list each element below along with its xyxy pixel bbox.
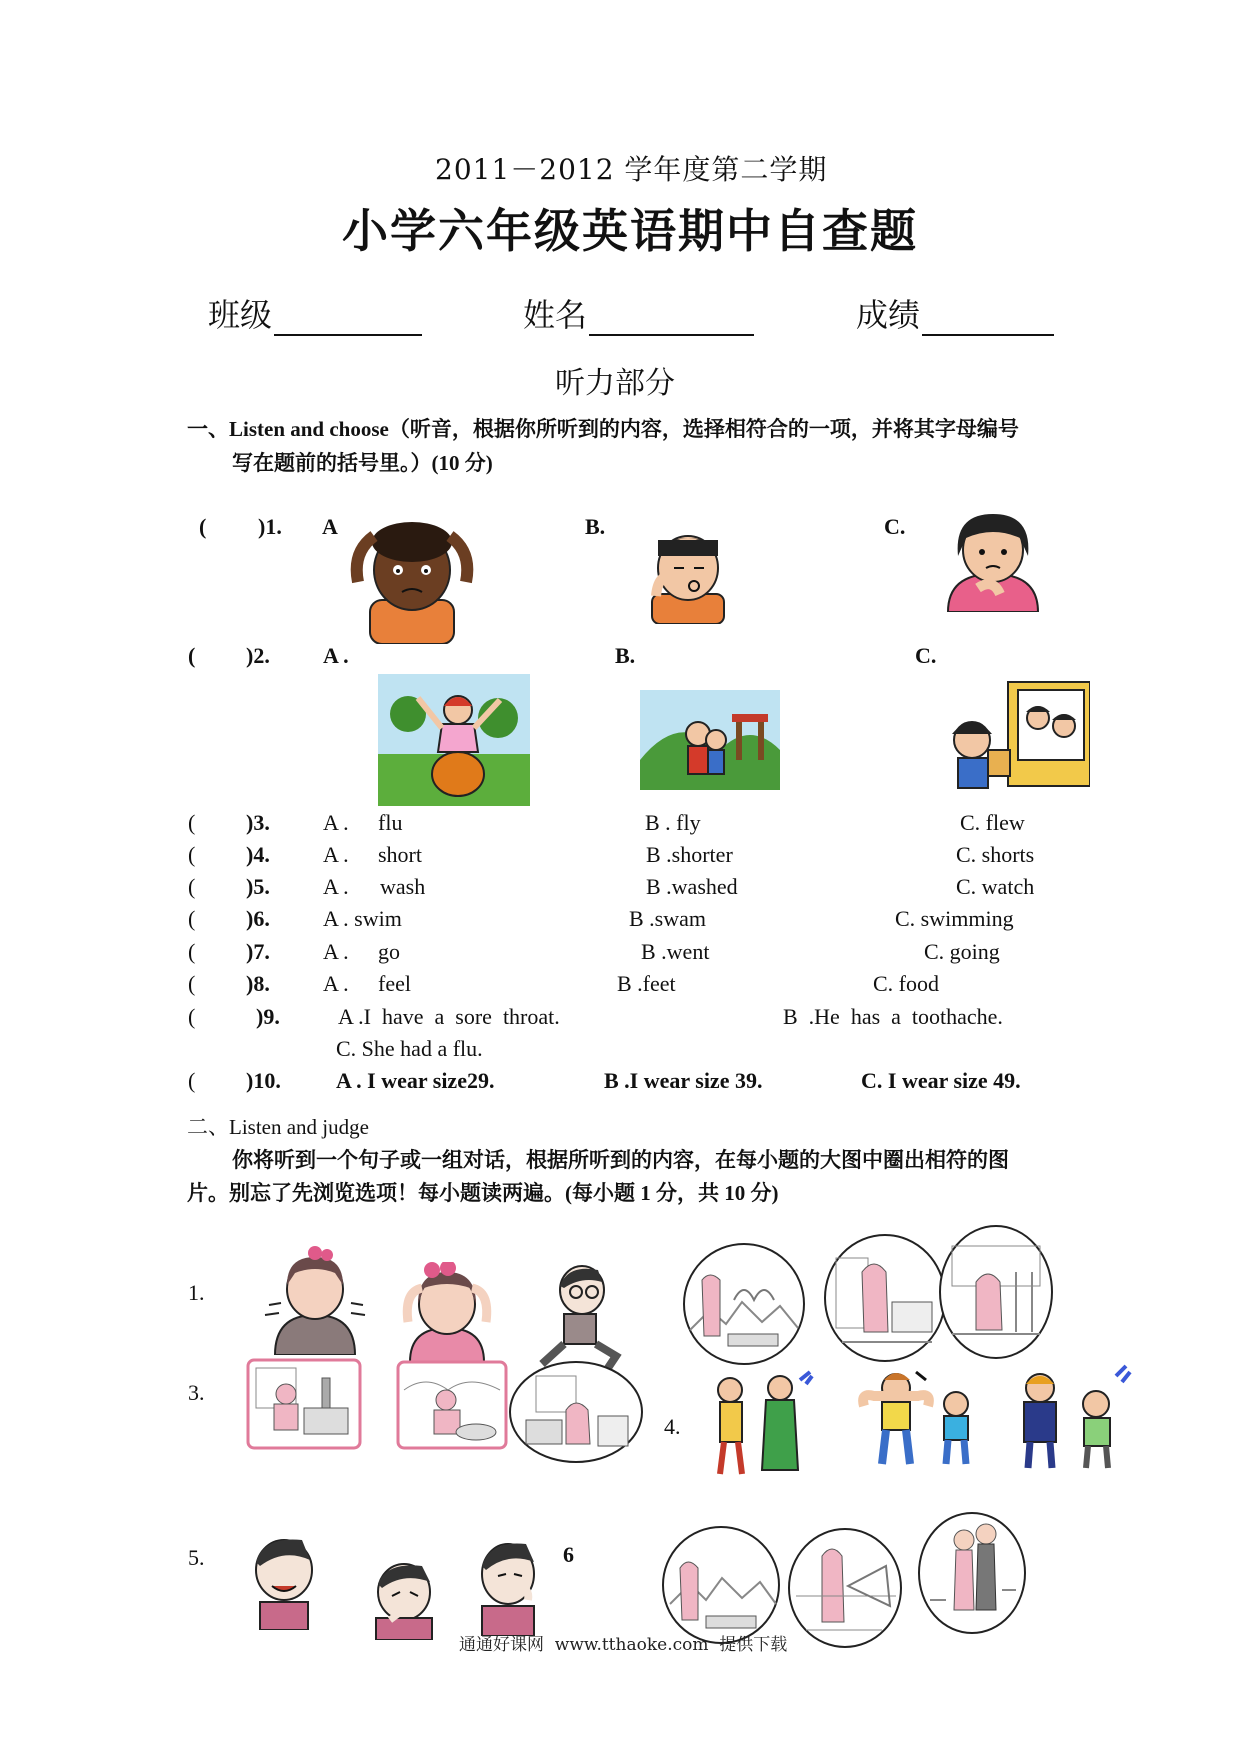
part2-instruction-line1: 你将听到一个句子或一组对话，根据所听到的内容，在每小题的大图中圈出相符的图 [232,1148,1009,1172]
q2-picture-c[interactable] [938,680,1090,796]
footer-source: 通通好课网 www.tthaoke.com 提供下载 [459,1635,788,1655]
q4-option-c[interactable]: C. shorts [956,842,1035,867]
name-label: 姓名 [523,296,588,334]
q10-number: )10. [246,1068,281,1093]
q5-number: )5. [246,874,270,899]
q8-option-a[interactable]: feel [378,971,411,996]
q7-option-a[interactable]: go [378,939,400,964]
page-title: 小学六年级英语期中自查题 [342,204,918,258]
p2-item-3-number: 3. [188,1380,205,1405]
q2-option-b-label: B. [615,643,636,668]
p2-item4-picture-a[interactable] [700,1370,818,1476]
part1-heading-line2: 写在题前的括号里。）(10 分) [232,451,493,475]
p2-item3-picture-b[interactable] [396,1360,508,1450]
q7-number: )7. [246,939,270,964]
q2-bracket-open[interactable]: ( [188,643,196,668]
name-field[interactable] [523,290,754,336]
part1-heading-line1: 一、Listen and choose（听音，根据你所听到的内容，选择相符合的一项，并将其字母编号 [187,417,1019,441]
q2-picture-a[interactable] [378,674,530,806]
q2-number: )2. [246,643,270,668]
class-field[interactable] [208,290,422,336]
q1-option-a-label: A [322,514,338,539]
q10-bracket-open[interactable]: ( [188,1068,196,1093]
p2-item-6-number: 6 [563,1542,574,1567]
q1-bracket-open[interactable]: ( [199,514,207,539]
q5-option-a-letter: A . [323,874,349,899]
q4-option-b[interactable]: B .shorter [646,842,733,867]
p2-item6-circle-b[interactable] [786,1526,904,1650]
q9-number: )9. [256,1004,280,1029]
p2-item3-picture-a[interactable] [246,1358,362,1450]
q7-option-a-letter: A . [323,939,349,964]
p2-item2-circle-a[interactable] [680,1240,808,1368]
q4-number: )4. [246,842,270,867]
q6-option-b[interactable]: B .swam [629,906,706,931]
class-blank[interactable] [274,304,422,336]
p2-item-1-number: 1. [188,1280,205,1305]
name-blank[interactable] [589,304,754,336]
p2-item5-picture-a[interactable] [244,1530,324,1630]
q2-picture-b[interactable] [640,690,780,790]
p2-item2-circle-b[interactable] [822,1232,948,1364]
q4-option-a-letter: A . [323,842,349,867]
q7-bracket-open[interactable]: ( [188,939,196,964]
q8-option-c[interactable]: C. food [873,971,939,996]
q10-option-b[interactable]: B .I wear size 39. [604,1068,763,1093]
p2-item1-girl-headache-picture[interactable] [392,1262,502,1362]
q2-option-c-label: C. [915,643,937,668]
q1-option-c-label: C. [884,514,906,539]
q3-option-b[interactable]: B . fly [645,810,701,835]
q9-bracket-open[interactable]: ( [188,1004,196,1029]
p2-item6-circle-c[interactable] [916,1510,1028,1636]
p2-item-4-number: 4. [664,1414,681,1439]
q1-picture-a[interactable] [348,512,476,644]
q6-number: )6. [246,906,270,931]
p2-item5-picture-b[interactable] [360,1556,450,1640]
q10-option-a[interactable]: A . I wear size29. [336,1068,495,1093]
q3-number: )3. [246,810,270,835]
score-label: 成绩 [856,296,921,334]
q1-option-b-label: B. [585,514,606,539]
q3-bracket-open[interactable]: ( [188,810,196,835]
p2-item2-circle-c[interactable] [936,1222,1056,1362]
q5-option-b[interactable]: B .washed [646,874,738,899]
q5-option-a[interactable]: wash [380,874,426,899]
score-field[interactable] [856,290,1054,336]
p2-item4-picture-b[interactable] [856,1366,988,1466]
p2-item1-boy-kneeling-picture[interactable] [528,1260,628,1370]
q8-option-b[interactable]: B .feet [617,971,676,996]
q10-option-c[interactable]: C. I wear size 49. [861,1068,1021,1093]
q8-bracket-open[interactable]: ( [188,971,196,996]
q4-bracket-open[interactable]: ( [188,842,196,867]
term-line: 2011－2012 学年度第二学期 [435,153,828,186]
q7-option-c[interactable]: C. going [924,939,1000,964]
p2-item-5-number: 5. [188,1545,205,1570]
q4-option-a[interactable]: short [378,842,422,867]
part2-instruction-line2: 片。别忘了先浏览选项！每小题读两遍。(每小题 1 分，共 10 分) [187,1181,779,1205]
q8-number: )8. [246,971,270,996]
q3-option-a-letter: A . [323,810,349,835]
q7-option-b[interactable]: B .went [641,939,710,964]
p2-item5-picture-c[interactable] [468,1536,548,1636]
listening-section-title: 听力部分 [555,366,675,401]
p2-item1-girl-cold-picture[interactable] [255,1245,375,1355]
q5-bracket-open[interactable]: ( [188,874,196,899]
p2-item3-picture-c[interactable] [506,1360,646,1464]
p2-item4-picture-c[interactable] [1008,1364,1132,1470]
q2-option-a-label: A . [323,643,349,668]
q9-option-b[interactable]: B .He has a toothache. [783,1004,1003,1029]
q5-option-c[interactable]: C. watch [956,874,1035,899]
class-label: 班级 [208,296,273,334]
q6-option-c[interactable]: C. swimming [895,906,1014,931]
p2-item6-circle-a[interactable] [660,1524,782,1646]
q6-option-a[interactable]: A . swim [323,906,402,931]
q1-number: )1. [258,514,282,539]
q3-option-c[interactable]: C. flew [960,810,1025,835]
part2-heading: 二、Listen and judge [187,1115,369,1139]
q8-option-a-letter: A . [323,971,349,996]
q6-bracket-open[interactable]: ( [188,906,196,931]
score-blank[interactable] [922,304,1054,336]
q3-option-a[interactable]: flu [378,810,403,835]
q1-picture-c[interactable] [938,508,1048,612]
q9-option-a[interactable]: A .I have a sore throat. [338,1004,560,1029]
q1-picture-b[interactable] [638,524,738,624]
q9-option-c[interactable]: C. She had a flu. [336,1036,483,1061]
